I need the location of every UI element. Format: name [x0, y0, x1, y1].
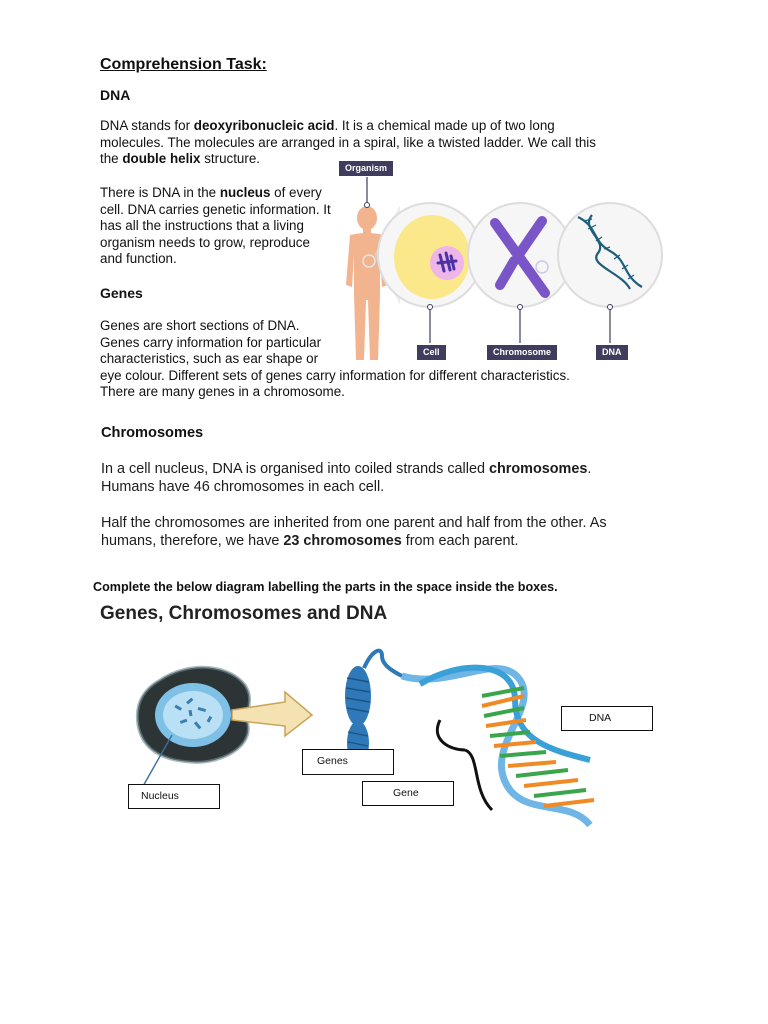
- genes-label-box[interactable]: Genes: [302, 749, 394, 775]
- dna-magnifier-circle: [558, 203, 662, 307]
- chromosomes-paragraph-1: In a cell nucleus, DNA is organised into coiled strands called chromosomes. Humans have 46 chromosomes in each cell.: [101, 461, 592, 495]
- dna-label-box[interactable]: DNA: [561, 706, 653, 731]
- task-instruction: Complete the below diagram labelling the parts in the space inside the boxes.: [93, 580, 558, 594]
- human-body-illustration: [346, 206, 388, 360]
- gene-label-box[interactable]: Gene: [362, 781, 454, 806]
- diagram-title: Genes, Chromosomes and DNA: [100, 603, 388, 624]
- page-title: Comprehension Task:: [100, 56, 267, 73]
- chromosomes-heading: Chromosomes: [101, 425, 204, 441]
- dna-paragraph-1: DNA stands for deoxyribonucleic acid. It is a chemical made up of two long molecules. The molecules are arranged in a spiral, like a twisted ladder. We call this the double helix structure.: [100, 118, 596, 167]
- organism-cell-chromosome-dna-figure: [330, 155, 670, 370]
- genes-paragraph: Genes are short sections of DNA. Genes carry information for particular characteristics, such as ear shape or eye colour. Different sets of genes carry information for different characteristics. There are many genes in a chromosome.: [100, 318, 570, 400]
- cell-label: Cell: [417, 345, 446, 360]
- organism-label: Organism: [339, 161, 393, 176]
- chromosome-illustration: [345, 651, 402, 765]
- dna-heading: DNA: [100, 87, 131, 103]
- chromosome-label: Chromosome: [487, 345, 557, 360]
- genes-heading: Genes: [100, 285, 143, 301]
- nucleus-label-box[interactable]: Nucleus: [128, 784, 220, 809]
- dna-paragraph-2: There is DNA in the nucleus of every cell. DNA carries genetic information. It has all the instructions that a living organism needs to grow, reproduce and function.: [100, 185, 331, 267]
- chromosomes-paragraph-2: Half the chromosomes are inherited from one parent and half from the other. As humans, therefore, we have 23 chromosomes from each parent.: [101, 515, 607, 549]
- dna-label: DNA: [596, 345, 628, 360]
